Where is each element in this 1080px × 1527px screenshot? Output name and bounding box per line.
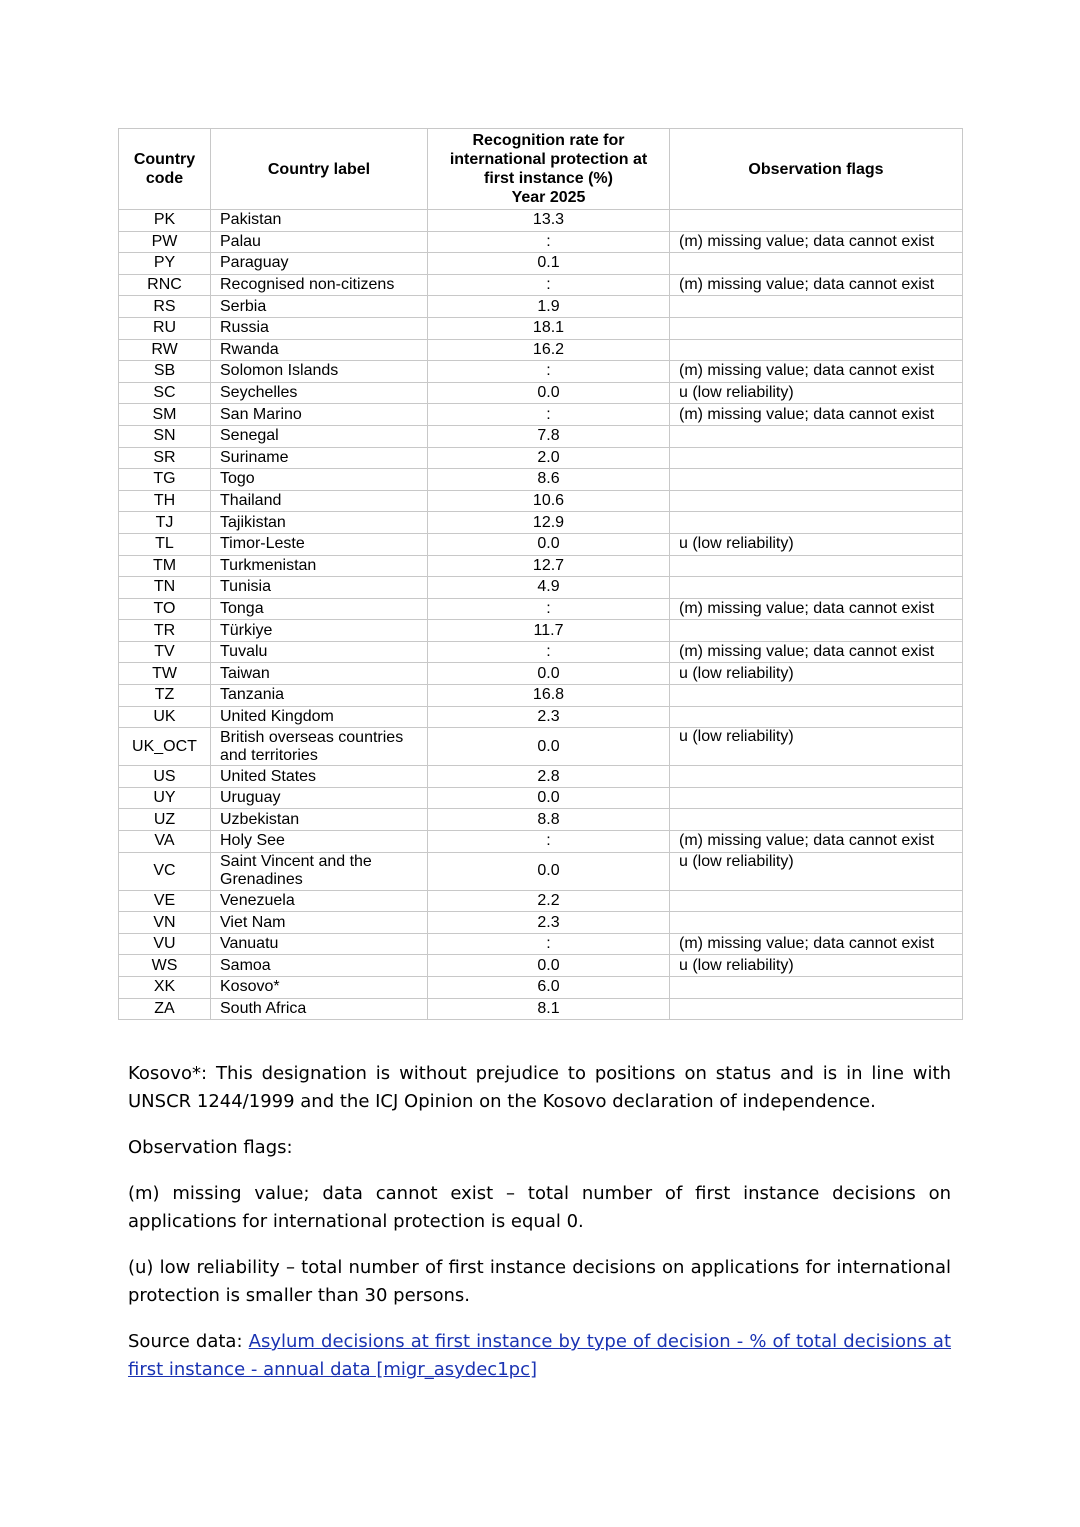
cell-country-label: Tanzania (211, 685, 428, 707)
table-row (119, 533, 963, 555)
cell-country-label: United Kingdom (211, 706, 428, 728)
table-row (119, 706, 963, 728)
cell-country-code: TG (119, 469, 211, 491)
cell-country-code: TH (119, 490, 211, 512)
table-row (119, 382, 963, 404)
cell-country-code: UY (119, 787, 211, 809)
cell-country-code: SB (119, 361, 211, 383)
cell-country-label: Venezuela (211, 890, 428, 912)
table-row (119, 620, 963, 642)
cell-country-label: Seychelles (211, 382, 428, 404)
cell-country-code: PW (119, 231, 211, 253)
cell-country-label: Palau (211, 231, 428, 253)
cell-observation-flag: (m) missing value; data cannot exist (670, 361, 963, 383)
table-row (119, 253, 963, 275)
table-row (119, 404, 963, 426)
cell-country-label: Viet Nam (211, 912, 428, 934)
cell-observation-flag (670, 425, 963, 447)
cell-observation-flag (670, 339, 963, 361)
cell-observation-flag (670, 620, 963, 642)
cell-country-label: Holy See (211, 831, 428, 853)
cell-country-code: SR (119, 447, 211, 469)
cell-country-label: Kosovo* (211, 977, 428, 999)
table-row (119, 933, 963, 955)
cell-country-code: XK (119, 977, 211, 999)
cell-country-code: TN (119, 577, 211, 599)
cell-recognition-rate: 8.1 (428, 998, 670, 1020)
cell-country-code: UZ (119, 809, 211, 831)
cell-observation-flag (670, 296, 963, 318)
cell-observation-flag (670, 998, 963, 1020)
cell-country-code: UK_OCT (119, 728, 211, 766)
cell-observation-flag (670, 766, 963, 788)
cell-country-code: RW (119, 339, 211, 361)
table-row (119, 490, 963, 512)
cell-observation-flag: u (low reliability) (670, 728, 963, 766)
cell-recognition-rate: 2.3 (428, 912, 670, 934)
cell-observation-flag: u (low reliability) (670, 852, 963, 890)
cell-country-code: SC (119, 382, 211, 404)
cell-country-code: VA (119, 831, 211, 853)
cell-recognition-rate: 1.9 (428, 296, 670, 318)
cell-country-label: Thailand (211, 490, 428, 512)
cell-recognition-rate: 8.6 (428, 469, 670, 491)
source-prefix: Source data: (128, 1331, 249, 1352)
cell-country-label: Togo (211, 469, 428, 491)
cell-country-code: RS (119, 296, 211, 318)
cell-country-label: Solomon Islands (211, 361, 428, 383)
cell-country-label: Uzbekistan (211, 809, 428, 831)
cell-observation-flag: u (low reliability) (670, 533, 963, 555)
recognition-rate-table (118, 128, 963, 1020)
cell-country-label: Türkiye (211, 620, 428, 642)
header-recognition-rate (428, 129, 670, 210)
table-row (119, 831, 963, 853)
cell-recognition-rate: 2.8 (428, 766, 670, 788)
cell-observation-flag: u (low reliability) (670, 955, 963, 977)
cell-observation-flag: (m) missing value; data cannot exist (670, 598, 963, 620)
table-row (119, 469, 963, 491)
table-row (119, 512, 963, 534)
table-row (119, 766, 963, 788)
cell-recognition-rate: 2.2 (428, 890, 670, 912)
table-row (119, 890, 963, 912)
table-row (119, 577, 963, 599)
cell-country-label: Suriname (211, 447, 428, 469)
table-row (119, 317, 963, 339)
flags-heading: Observation flags: (128, 1137, 293, 1158)
cell-country-label: British overseas countries and territories (211, 728, 428, 766)
cell-country-label: Pakistan (211, 210, 428, 232)
cell-country-label: Senegal (211, 425, 428, 447)
cell-observation-flag (670, 912, 963, 934)
cell-recognition-rate: 8.8 (428, 809, 670, 831)
cell-observation-flag: (m) missing value; data cannot exist (670, 933, 963, 955)
cell-country-code: PY (119, 253, 211, 275)
cell-observation-flag: (m) missing value; data cannot exist (670, 831, 963, 853)
cell-country-code: TR (119, 620, 211, 642)
cell-observation-flag (670, 447, 963, 469)
cell-country-label: Rwanda (211, 339, 428, 361)
cell-recognition-rate: 16.2 (428, 339, 670, 361)
cell-country-label: Saint Vincent and the Grenadines (211, 852, 428, 890)
cell-recognition-rate: : (428, 641, 670, 663)
cell-recognition-rate: 0.0 (428, 728, 670, 766)
cell-country-code: TL (119, 533, 211, 555)
cell-country-code: WS (119, 955, 211, 977)
cell-country-label: United States (211, 766, 428, 788)
cell-country-code: ZA (119, 998, 211, 1020)
cell-observation-flag (670, 317, 963, 339)
cell-recognition-rate: 0.0 (428, 533, 670, 555)
cell-country-label: Samoa (211, 955, 428, 977)
table-row (119, 339, 963, 361)
table-row (119, 809, 963, 831)
cell-country-label: Russia (211, 317, 428, 339)
cell-country-code: SM (119, 404, 211, 426)
cell-recognition-rate: 10.6 (428, 490, 670, 512)
cell-country-code: TW (119, 663, 211, 685)
cell-recognition-rate: 16.8 (428, 685, 670, 707)
table-row (119, 787, 963, 809)
cell-country-code: VU (119, 933, 211, 955)
table-row (119, 977, 963, 999)
cell-observation-flag: (m) missing value; data cannot exist (670, 231, 963, 253)
cell-country-code: TZ (119, 685, 211, 707)
cell-country-code: UK (119, 706, 211, 728)
table-body (119, 210, 963, 1020)
cell-recognition-rate: 18.1 (428, 317, 670, 339)
kosovo-note: Kosovo*: This designation is without prejudice to positions on status and is in line with UNSCR 1244/1999 and the ICJ Opinion on the Kosovo declaration of independence. (128, 1063, 951, 1112)
cell-country-label: Timor-Leste (211, 533, 428, 555)
header-rate-title: Recognition rate for international protection at first instance (%) (449, 132, 648, 187)
cell-recognition-rate: 0.0 (428, 663, 670, 685)
flag-m-note: (m) missing value; data cannot exist – total number of first instance decisions on applications for international protection is equal 0. (128, 1183, 951, 1232)
cell-recognition-rate: 4.9 (428, 577, 670, 599)
cell-country-label: Tajikistan (211, 512, 428, 534)
table-row (119, 955, 963, 977)
cell-observation-flag: (m) missing value; data cannot exist (670, 641, 963, 663)
cell-observation-flag (670, 685, 963, 707)
cell-country-label: Tunisia (211, 577, 428, 599)
cell-observation-flag (670, 253, 963, 275)
cell-recognition-rate: : (428, 831, 670, 853)
cell-recognition-rate: : (428, 404, 670, 426)
cell-country-label: South Africa (211, 998, 428, 1020)
cell-observation-flag (670, 555, 963, 577)
cell-observation-flag (670, 977, 963, 999)
cell-recognition-rate: : (428, 274, 670, 296)
footnotes (128, 1060, 951, 1402)
cell-country-code: TJ (119, 512, 211, 534)
cell-recognition-rate: 12.7 (428, 555, 670, 577)
cell-observation-flag (670, 577, 963, 599)
cell-recognition-rate: 12.9 (428, 512, 670, 534)
header-country-label: Country label (211, 129, 428, 210)
table-row (119, 728, 963, 766)
cell-country-label: Turkmenistan (211, 555, 428, 577)
header-rate-year: Year 2025 (511, 189, 586, 206)
table-row (119, 998, 963, 1020)
cell-country-code: VE (119, 890, 211, 912)
cell-recognition-rate: : (428, 231, 670, 253)
table-row (119, 912, 963, 934)
table-row (119, 274, 963, 296)
cell-country-code: TO (119, 598, 211, 620)
table-row (119, 641, 963, 663)
cell-observation-flag (670, 210, 963, 232)
cell-recognition-rate: 2.3 (428, 706, 670, 728)
cell-observation-flag (670, 890, 963, 912)
cell-country-code: RNC (119, 274, 211, 296)
cell-country-code: VN (119, 912, 211, 934)
table-row (119, 852, 963, 890)
table-row (119, 685, 963, 707)
table-row (119, 210, 963, 232)
cell-country-label: Serbia (211, 296, 428, 318)
cell-country-label: Taiwan (211, 663, 428, 685)
cell-observation-flag (670, 490, 963, 512)
cell-observation-flag (670, 706, 963, 728)
cell-observation-flag (670, 469, 963, 491)
cell-country-label: Recognised non-citizens (211, 274, 428, 296)
source-note (128, 1328, 951, 1384)
cell-observation-flag: u (low reliability) (670, 663, 963, 685)
table-row (119, 663, 963, 685)
cell-observation-flag: (m) missing value; data cannot exist (670, 404, 963, 426)
cell-recognition-rate: 0.0 (428, 955, 670, 977)
cell-observation-flag (670, 809, 963, 831)
cell-country-code: TM (119, 555, 211, 577)
cell-observation-flag (670, 512, 963, 534)
cell-recognition-rate: : (428, 598, 670, 620)
cell-country-label: Uruguay (211, 787, 428, 809)
table-row (119, 555, 963, 577)
cell-recognition-rate: 6.0 (428, 977, 670, 999)
cell-country-code: RU (119, 317, 211, 339)
cell-recognition-rate: 0.1 (428, 253, 670, 275)
cell-country-code: VC (119, 852, 211, 890)
table-row (119, 447, 963, 469)
cell-country-label: Tuvalu (211, 641, 428, 663)
table-row (119, 231, 963, 253)
cell-recognition-rate: 0.0 (428, 852, 670, 890)
cell-country-code: PK (119, 210, 211, 232)
cell-country-code: US (119, 766, 211, 788)
cell-recognition-rate: 13.3 (428, 210, 670, 232)
source-data-link[interactable]: Asylum decisions at first instance by type of decision - % of total decisions at first instance - annual data [migr_asydec1pc] (128, 1331, 952, 1380)
cell-country-label: San Marino (211, 404, 428, 426)
cell-recognition-rate: : (428, 933, 670, 955)
table-row (119, 296, 963, 318)
header-observation-flags: Observation flags (670, 129, 963, 210)
cell-country-label: Tonga (211, 598, 428, 620)
cell-country-code: SN (119, 425, 211, 447)
table-row (119, 361, 963, 383)
cell-country-label: Paraguay (211, 253, 428, 275)
table-header-row (119, 129, 963, 210)
cell-observation-flag: u (low reliability) (670, 382, 963, 404)
header-country-code: Country code (119, 129, 211, 210)
cell-recognition-rate: 2.0 (428, 447, 670, 469)
cell-country-label: Vanuatu (211, 933, 428, 955)
cell-recognition-rate: 0.0 (428, 382, 670, 404)
data-table-container (118, 128, 962, 1020)
cell-recognition-rate: 0.0 (428, 787, 670, 809)
cell-recognition-rate: : (428, 361, 670, 383)
cell-recognition-rate: 7.8 (428, 425, 670, 447)
table-row (119, 425, 963, 447)
table-row (119, 598, 963, 620)
cell-observation-flag (670, 787, 963, 809)
cell-observation-flag: (m) missing value; data cannot exist (670, 274, 963, 296)
cell-recognition-rate: 11.7 (428, 620, 670, 642)
cell-country-code: TV (119, 641, 211, 663)
flag-u-note: (u) low reliability – total number of first instance decisions on applications for international protection is smaller than 30 persons. (128, 1257, 951, 1306)
